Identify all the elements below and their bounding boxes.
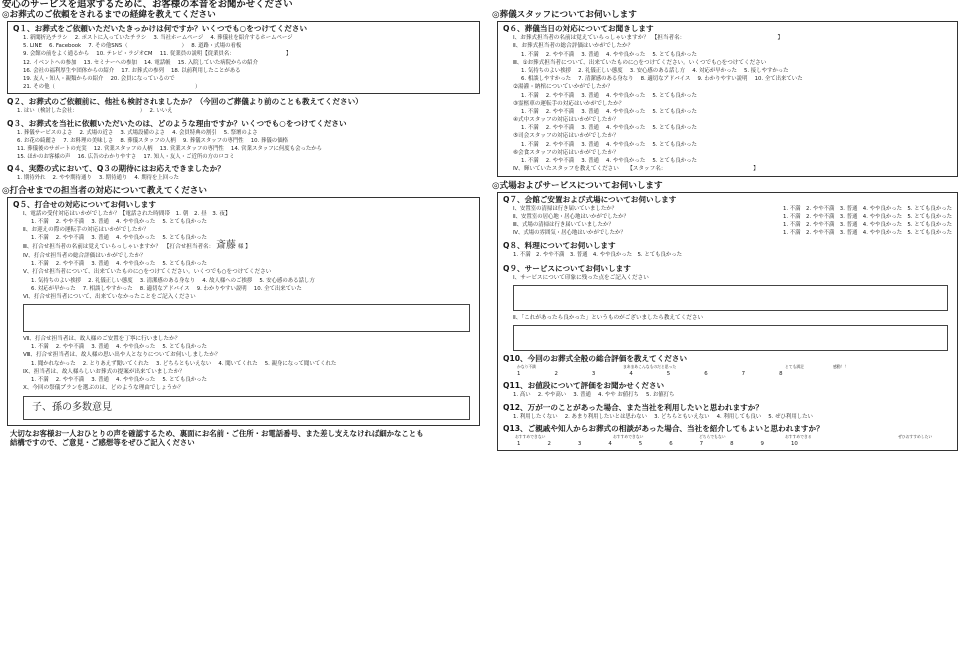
q10-scale-point[interactable]: 3 bbox=[591, 371, 596, 378]
q13-labels bbox=[503, 434, 952, 440]
q3-line: 15. ほかのお客様の声 16. 広告のわかりやすさ 17. 知人・友人・ご近所の方のロコミ bbox=[17, 154, 235, 161]
handwritten-staff-name: 斎藤 bbox=[216, 240, 237, 252]
q10-scale bbox=[503, 370, 952, 378]
q13-scale-point[interactable]: 2 bbox=[547, 440, 551, 447]
q6-iii: Ⅲ、①お葬式担当者について、出来ていたものに○をつけてください。いくつでも○をつけてください bbox=[513, 59, 767, 66]
q3-title: Q３、お葬式を当社に依頼いただいたのは、どのような理由ですか？いくつでも○をつけてください bbox=[7, 118, 347, 128]
q5-ii: Ⅱ、お迎えの際の運転手の対応はいかがでしたか？ bbox=[23, 227, 149, 234]
q13-label: おすすめできない bbox=[613, 433, 644, 439]
section-title-venue: ◎式場およびサービスについてお伺いします bbox=[492, 180, 663, 191]
q3-line: 11. 葬儀後のサポートの充実 12. 営業スタッフの人柄 13. 営業スタッフの専門性 14. 営業スタッフに何度も会ったから bbox=[17, 146, 323, 153]
q9-ii: Ⅱ、「これがあったら良かった」というものがございましたら教えてください bbox=[513, 315, 704, 322]
q13-scale-point[interactable]: 4 bbox=[608, 440, 612, 447]
q7-row bbox=[503, 229, 952, 237]
q7-row-scale: 1. 不満 2. やや不満 3. 普通 4. やや良かった 5. とても良かった bbox=[782, 230, 952, 237]
q1-box bbox=[7, 21, 480, 94]
q1-line: 16. 会社の福利厚生や団体からの紹介 17. お葬式の参列 18. 以前利用したことがある bbox=[23, 67, 241, 74]
q13-label: ぜひおすすめしたい bbox=[898, 433, 933, 439]
q8-title: Q８、料理についてお伺いします bbox=[503, 241, 616, 251]
q6-sub3-scale: 1. 不満 2. やや不満 3. 普通 4. やや良かった 5. とても良かった bbox=[521, 109, 697, 116]
q13-scale-point[interactable]: 3 bbox=[577, 440, 582, 447]
q13-scale-point[interactable]: 6 bbox=[669, 440, 673, 447]
q5-ix: Ⅸ、担当者は、故人様らしいお葬式の提案が出来ていましたか？ bbox=[23, 368, 185, 375]
q6-ii-scale: 1. 不満 2. やや不満 3. 普通 4. やや良かった 5. とても良かった bbox=[521, 51, 697, 58]
q6-sub2-scale: 1. 不満 2. やや不満 3. 普通 4. やや良かった 5. とても良かった bbox=[521, 92, 697, 99]
q5-x: Ⅹ、今回の祭儀プランを選ぶのは、どのような理由でしょうか？ bbox=[23, 385, 184, 392]
q6-sub6: ⑥会食スタッフの対応はいかがでしたか？ bbox=[513, 149, 619, 156]
page-top-text: 安心のサービスを追求するために、お客様の本音をお聞かせください bbox=[2, 0, 293, 10]
q6-sub4-scale: 1. 不満 2. やや不満 3. 普通 4. やや良かった 5. とても良かった bbox=[521, 125, 697, 132]
q5-viii-scale: 1. 聞かれなかった 2. とりあえず聞いてくれた 3. どちらともいえない 4. 聞いてくれた 5. 親身になって聞いてくれた bbox=[31, 360, 337, 367]
q10-label: とても満足 bbox=[785, 364, 804, 370]
q5-i: Ⅰ、電話の受付対応はいかがでしたか？【電話された時間帯 1. 朝 2. 昼 3. 夜】 bbox=[23, 210, 231, 217]
q6-iv: Ⅳ、輝いていたスタッフを教えてください 【スタッフ名： 】 bbox=[513, 166, 759, 173]
q7-row-label: Ⅰ、安置室の清掃は行き届いていましたか？ bbox=[513, 205, 618, 212]
q1-line: 12. イベントへの参加 13. セミナーへの参加 14. 電話帳 15. 入院していた病院からの紹介 bbox=[23, 59, 258, 66]
q13-scale-point[interactable]: 5 bbox=[638, 440, 643, 447]
section-title-staff: ◎葬儀スタッフについてお伺いします bbox=[492, 10, 637, 20]
q10-scale-point[interactable]: 8 bbox=[779, 371, 783, 378]
q10-scale-point[interactable]: 1 bbox=[517, 371, 521, 378]
q3-line: 6. お花の綺麗さ 7. お料理の美味しさ 8. 葬儀スタッフの人柄 9. 葬儀スタッフの専門性 10. 葬儀の価格 bbox=[17, 137, 288, 144]
q5-iv-scale: 1. 不満 2. やや不満 3. 普通 4. やや良かった 5. とても良かった bbox=[31, 261, 207, 268]
q1-line: 1. 新聞折込チラシ 2. ポストに入っていたチラシ 3. 当社ホームページ 4. 葬儀社を紹介するホームページ bbox=[23, 35, 293, 41]
q10-labels bbox=[503, 364, 952, 370]
q5-iv: Ⅳ、打合せ担当者の総合評価はいかがでしたか？ bbox=[23, 252, 146, 259]
q8-line: 1. 不満 2. やや不満 3. 普通 4. やや良かった 5. とても良かった bbox=[513, 252, 683, 259]
left-column bbox=[2, 0, 480, 448]
q4-line: 1. 期待外れ 2. やや期待通り 3. 期待通り 4. 期待を上回った bbox=[17, 175, 179, 182]
q13-scale-point[interactable]: 10 bbox=[790, 440, 798, 447]
q2-line: 1. はい（検討した会社： ） 2. いいえ bbox=[17, 108, 173, 115]
q11-line: 1. 高い 2. やや高い 3. 普通 4. やや お値打ち 5. お値打ち bbox=[513, 392, 675, 399]
q5-vii-scale: 1. 不満 2. やや不満 3. 普通 4. やや良かった 5. とても良かった bbox=[31, 344, 207, 351]
q5-iii bbox=[13, 242, 474, 251]
q6-box bbox=[497, 21, 958, 177]
q10-title: Q10、今回のお葬式全般の総合評価を教えてください bbox=[503, 354, 688, 364]
q13-scale-point[interactable]: 8 bbox=[730, 440, 734, 447]
q10-scale-point[interactable]: 7 bbox=[741, 371, 746, 378]
q6-title: Q６、葬儀当日の対応についてお聞きします bbox=[503, 24, 654, 33]
q7-row bbox=[503, 213, 952, 221]
q10-scale-point[interactable]: 6 bbox=[704, 371, 708, 378]
q5-v-line: 1. 気持ちのよい挨拶 2. 礼儀正しい態度 3. 清潔感のある身なり 4. 故人様へのご挨拶 5. 安心感のある話し方 bbox=[31, 277, 315, 284]
q6-i: Ⅰ、お葬式担当者の名前は覚えていらっしゃいますか？ 【担当者名： 】 bbox=[513, 35, 784, 41]
footer-note bbox=[10, 429, 480, 448]
q6-iii-line: 1. 気持ちのよい挨拶 2. 礼儀正しい態度 3. 安心感のある話し方 4. 対応が早かった 5. 接しやすかった bbox=[521, 68, 789, 75]
q6-iii-line: 6. 相談しやすかった 7. 清潔感のある身なり 8. 適切なアドバイス 9. わかりやすい説明 10. 全て出来ていた bbox=[521, 76, 803, 83]
footer-line: 大切なお客様お一人おひとりの声を確認するため、裏面にお名前・ご住所・お電話番号、また差し支えなければ細かなことも bbox=[10, 428, 424, 438]
q13-scale-point[interactable]: 7 bbox=[699, 440, 704, 447]
q10-label: かなり不満 bbox=[517, 364, 536, 370]
q4-block bbox=[7, 164, 480, 182]
q10-scale-point[interactable]: 5 bbox=[666, 371, 671, 378]
q12-line: 1. 利用したくない 2. あまり利用したいとは思わない 3. どちらともいえない 4. 利用しても良い 5. ぜひ利用したい bbox=[513, 413, 813, 420]
q6-sub2: ②湯灌・納棺についていかがでしたか？ bbox=[513, 84, 613, 91]
q2-block bbox=[7, 97, 480, 115]
q3-block bbox=[7, 119, 480, 162]
q5-iii-suffix: 様 】 bbox=[237, 244, 251, 251]
q10-label: 感動！！ bbox=[833, 364, 849, 370]
q1-line: 21. その他（ ） bbox=[23, 84, 201, 91]
q5-ix-scale: 1. 不満 2. やや不満 3. 普通 4. やや良かった 5. とても良かった bbox=[31, 377, 207, 384]
q9-ii-answer-box[interactable] bbox=[513, 325, 948, 351]
q3-line: 1. 葬儀サービスのよさ 2. 式場の近さ 3. 式場設備のよさ 4. 会員特典の割引 5. 祭壇のよさ bbox=[17, 129, 258, 136]
q7-row-label: Ⅱ、安置室の居心地・居心地はいかがでしたか？ bbox=[513, 213, 629, 220]
q5-title: Q５、打合せの対応についてお伺いします bbox=[13, 199, 156, 209]
q5-vii: Ⅶ、打合せ担当者は、故人様のご安置を丁寧に行いましたか？ bbox=[23, 336, 181, 343]
q13-title: Q13、ご親戚や知人からお葬式の相談があった場合、当社を紹介してもよいと思われますか？ bbox=[503, 423, 824, 433]
q10-scale-point[interactable]: 2 bbox=[554, 371, 558, 378]
section-title-meeting: ◎打合せまでの担当者の対応について教えてください bbox=[2, 185, 207, 196]
q9-i-answer-box[interactable] bbox=[513, 285, 948, 311]
q7-row-scale: 1. 不満 2. やや不満 3. 普通 4. やや良かった 5. とても良かった bbox=[782, 222, 952, 229]
q7-row bbox=[503, 221, 952, 229]
q7-row-scale: 1. 不満 2. やや不満 3. 普通 4. やや良かった 5. とても良かった bbox=[782, 213, 952, 220]
q5-v: Ⅴ、打合せ担当者について、出来ていたものに○をつけてください。いくつでも○をつけてください bbox=[23, 269, 272, 276]
q6-sub5-scale: 1. 不満 2. やや不満 3. 普通 4. やや良かった 5. とても良かった bbox=[521, 141, 697, 148]
q9-title: Q９、サービスについてお伺いします bbox=[503, 263, 631, 273]
footer-line: 結構ですので、ご意見・ご感想等をぜひご記入ください bbox=[10, 438, 195, 448]
q5-vi-answer-box[interactable] bbox=[23, 304, 470, 332]
q13-label: どちらでもない bbox=[699, 433, 726, 439]
q5-x-answer-box[interactable]: 子、孫の多数意見 bbox=[23, 396, 470, 420]
q7-row-label: Ⅳ、式場の雰囲気・居心地はいかがでしたか？ bbox=[513, 230, 626, 237]
q1-line: 5. LINE 6. Facebook 7. その他SNS（ ） 8. 道路・式場の看板 bbox=[23, 43, 242, 50]
q12-title: Q12、万が一のことがあった場合、また当社を利用したいと思われますか？ bbox=[503, 402, 763, 412]
q1-title: Q１、お葬式をご依頼いただいたきっかけは何ですか？いくつでも○をつけてください bbox=[13, 24, 308, 33]
right-column bbox=[492, 0, 958, 454]
q10-label: まあまあこんなものだと思った bbox=[623, 364, 677, 370]
q10-scale-point[interactable]: 4 bbox=[629, 371, 633, 378]
q5-viii: Ⅷ、打合せ担当者は、故人様の思い出や人となりについてお伺いしましたか？ bbox=[23, 352, 221, 359]
q11-title: Q11、お値段について評価をお聞かせください bbox=[503, 381, 665, 391]
q5-iii-label: Ⅲ、打合せ担当者の名前は覚えていらっしゃいますか？ 【打合せ担当者名： bbox=[23, 244, 215, 251]
q6-sub6-scale: 1. 不満 2. やや不満 3. 普通 4. やや良かった 5. とても良かった bbox=[521, 158, 697, 165]
q13-scale-point[interactable]: 1 bbox=[517, 440, 521, 447]
q5-box bbox=[7, 197, 480, 426]
q7-q13-box bbox=[497, 192, 958, 451]
q2-title: Q２、お葬式のご依頼前に、他社も検討されましたか？（今回のご葬儀より前のことも教えてください） bbox=[7, 97, 363, 107]
q6-sub4: ④式中スタッフの対応はいかがでしたか？ bbox=[513, 117, 619, 124]
q5-v-line: 6. 対応が早かった 7. 相談しやすかった 8. 適切なアドバイス 9. わかりやすい説明 10. 全て出来ていた bbox=[31, 285, 302, 292]
q7-row-label: Ⅲ、式場の清掃は行き届いていましたか？ bbox=[513, 222, 614, 229]
q5-i-scale: 1. 不満 2. やや不満 3. 普通 4. やや良かった 5. とても良かった bbox=[31, 219, 207, 226]
q13-scale-point[interactable]: 9 bbox=[760, 440, 764, 447]
q13-scale bbox=[503, 440, 952, 448]
q6-ii: Ⅱ、お葬式担当者の総合評価はいかがでしたか？ bbox=[513, 43, 634, 50]
section-title-background: ◎お葬式のご依頼をされるまでの経緯を教えてください bbox=[2, 10, 216, 20]
q9-i: Ⅰ、サービスについて印象に残った点をご記入ください bbox=[513, 274, 649, 281]
q5-vi: Ⅵ、打合せ担当者について、出来ていなかったことをご記入ください bbox=[23, 293, 196, 300]
q6-sub3: ③霊柩車の運転手の対応はいかがでしたか？ bbox=[513, 100, 625, 107]
q7-row bbox=[503, 205, 952, 213]
q1-line: 19. 友人・知人・親類からの紹介 20. 会員になっているので bbox=[23, 76, 175, 83]
q13-label: おすすめできない bbox=[515, 433, 546, 439]
q7-row-scale: 1. 不満 2. やや不満 3. 普通 4. やや良かった 5. とても良かった bbox=[782, 205, 952, 212]
q6-sub5: ⑤司会スタッフの対応はいかがでしたか？ bbox=[513, 133, 619, 140]
q1-line: 9. 会館の前をよく通るから 10. テレビ・ラジオCM 11. 従業員の説明【従業員名： 】 bbox=[23, 51, 292, 58]
q5-ii-scale: 1. 不満 2. やや不満 3. 普通 4. やや良かった 5. とても良かった bbox=[31, 235, 207, 242]
q7-title: Q７、会館ご安置および式場についてお伺いします bbox=[503, 194, 677, 204]
q4-title: Q４、実際の式において、Q３の期待にはお応えできましたか？ bbox=[7, 164, 225, 174]
q13-label: おすすめできる bbox=[785, 433, 812, 439]
